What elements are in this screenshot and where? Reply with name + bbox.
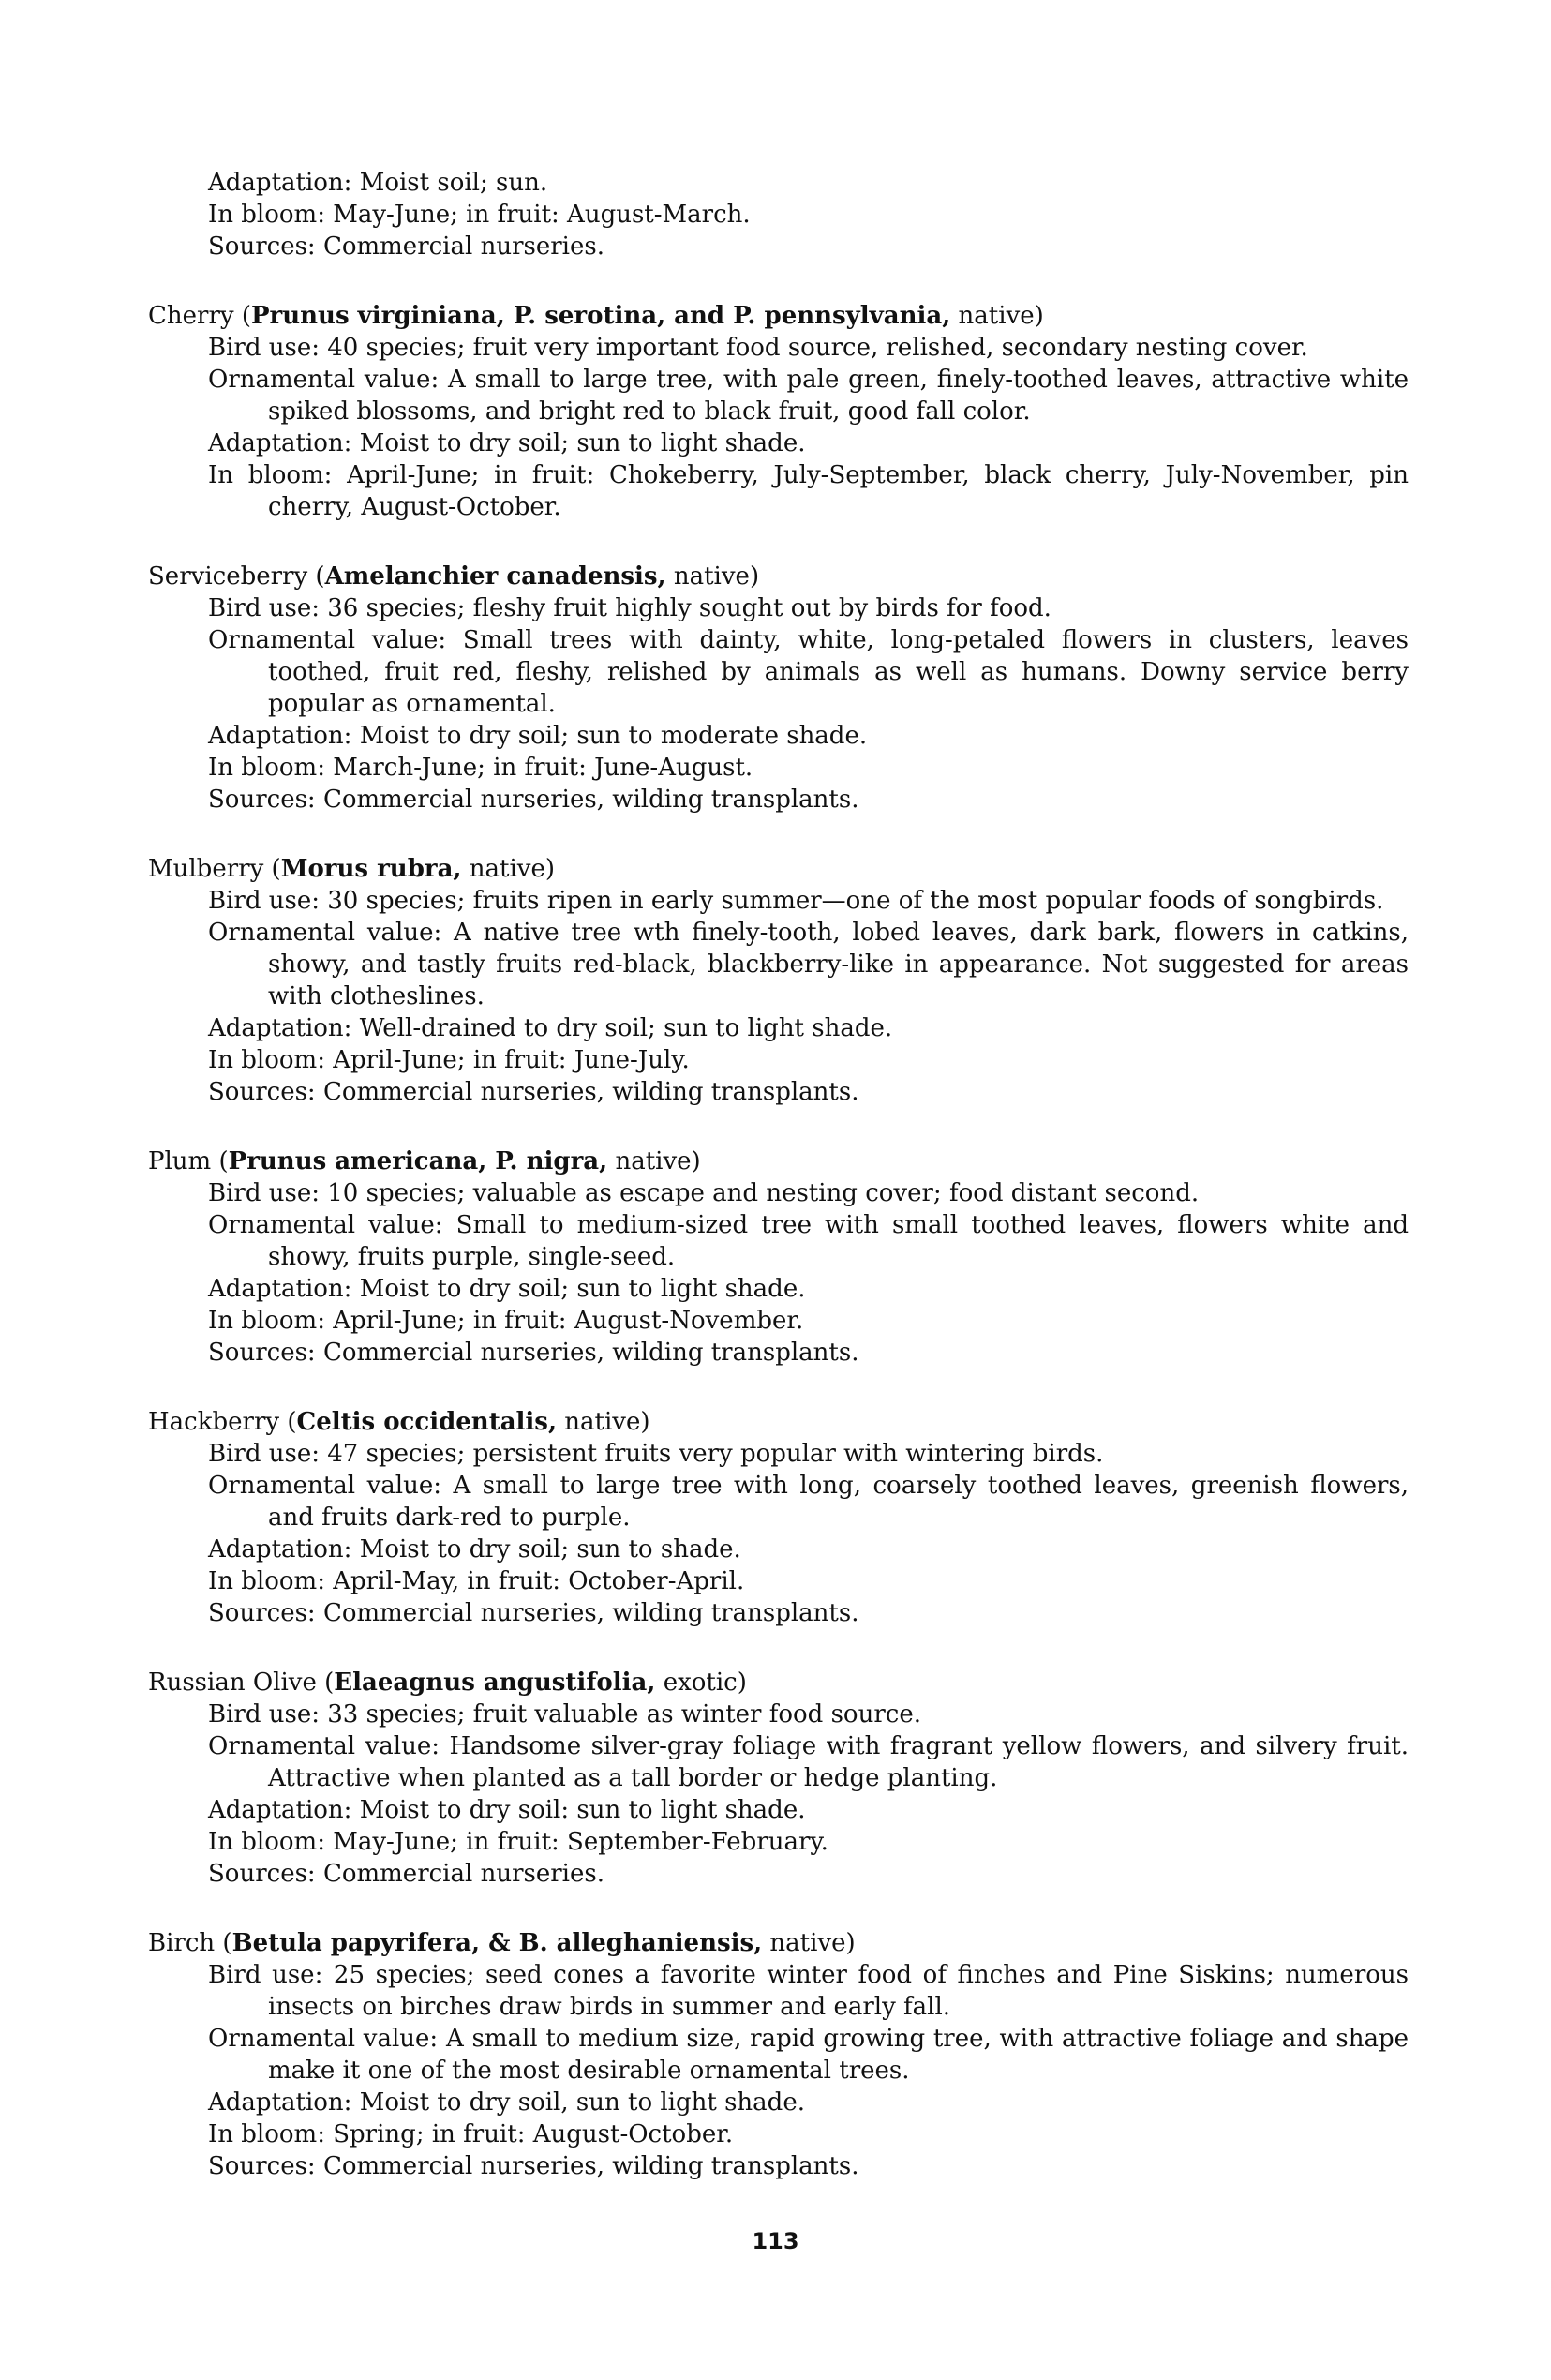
adaptation: Adaptation: Moist to dry soil, sun to light shade. [208,2088,805,2117]
bloom: In bloom: April-May, in fruit: October-April. [208,1567,745,1595]
sources: Sources: Commercial nurseries, wilding transplants. [208,1078,859,1106]
ornamental-value: Ornamental value: Small trees with dainty, white, long-petaled flowers in clusters, leaves toothed, fruit red, fleshy, relished by animals as well as humans. Downy service berry popular as ornamental. [208,626,1409,718]
intro-sources: Sources: Commercial nurseries. [208,232,604,261]
origin: native) [950,302,1044,330]
common-name: Mulberry [148,855,264,883]
bird-use: Bird use: 40 species; fruit very important food source, relished, secondary nesting cover. [208,334,1308,362]
intro-adaptation: Adaptation: Moist soil; sun. [208,169,548,197]
scientific-name: Morus rubra, [280,855,462,883]
scientific-name: Amelanchier canadensis, [324,562,666,591]
intro-bloom: In bloom: May-June; in fruit: August-March. [208,201,751,229]
sources: Sources: Commercial nurseries, wilding transplants. [208,2152,859,2180]
scientific-name: Elaeagnus angustifolia, [334,1669,656,1697]
page-number: 113 [752,2228,799,2254]
ornamental-value: Ornamental value: A native tree wth finely-tooth, lobed leaves, dark bark, flowers in catkins, showy, and tastly fruits red-black, blackberry-like in appearance. Not suggested for areas with clotheslines. [208,919,1409,1010]
adaptation: Adaptation: Well-drained to dry soil; sun to light shade. [208,1014,893,1042]
origin: native) [762,1929,856,1957]
adaptation: Adaptation: Moist to dry soil: sun to light shade. [208,1796,806,1824]
bird-use: Bird use: 36 species; fleshy fruit highly sought out by birds for food. [208,594,1051,622]
scientific-name: Prunus americana, P. nigra, [228,1147,608,1175]
adaptation: Adaptation: Moist to dry soil; sun to moderate shade. [208,722,868,750]
intro-block [148,167,1409,262]
ornamental-value: Ornamental value: Handsome silver-gray foliage with fragrant yellow flowers, and silvery fruit. Attractive when planted as a tall border or hedge planting. [208,1732,1409,1792]
entry-title: Serviceberry (Amelanchier canadensis, native) [148,562,760,591]
sources: Sources: Commercial nurseries, wilding transplants. [208,786,859,814]
entry-title: Mulberry (Morus rubra, native) [148,855,555,883]
bloom: In bloom: March-June; in fruit: June-August. [208,754,753,782]
adaptation: Adaptation: Moist to dry soil; sun to light shade. [208,1275,806,1303]
ornamental-value: Ornamental value: A small to medium size, rapid growing tree, with attractive foliage and shape make it one of the most desirable ornamental trees. [208,2025,1409,2085]
entry-russian-olive [148,1667,1409,1890]
scientific-name: Celtis occidentalis, [296,1408,557,1436]
plant-entries [148,300,1409,2182]
adaptation: Adaptation: Moist to dry soil; sun to light shade. [208,429,806,457]
common-name: Hackberry [148,1408,280,1436]
ornamental-value: Ornamental value: A small to large tree with long, coarsely toothed leaves, greenish flowers, and fruits dark-red to purple. [208,1472,1409,1532]
scientific-name: Prunus virginiana, P. serotina, and P. pennsylvania, [251,302,951,330]
common-name: Plum [148,1147,212,1175]
bird-use: Bird use: 47 species; persistent fruits very popular with wintering birds. [208,1440,1104,1468]
bloom: In bloom: Spring; in fruit: August-October. [208,2120,734,2148]
adaptation: Adaptation: Moist to dry soil; sun to shade. [208,1535,741,1564]
entry-title: Cherry (Prunus virginiana, P. serotina, and P. pennsylvania, native) [148,302,1044,330]
bird-use: Bird use: 25 species; seed cones a favorite winter food of finches and Pine Siskins; numerous insects on birches draw birds in summer and early fall. [208,1961,1409,2021]
common-name: Russian Olive [148,1669,317,1697]
bird-use: Bird use: 30 species; fruits ripen in early summer—one of the most popular foods of songbirds. [208,887,1384,915]
origin: native) [607,1147,701,1175]
entry-serviceberry [148,561,1409,816]
entry-cherry [148,300,1409,523]
entry-plum [148,1145,1409,1369]
bloom: In bloom: May-June; in fruit: September-February. [208,1828,828,1856]
ornamental-value: Ornamental value: Small to medium-sized tree with small toothed leaves, flowers white and showy, fruits purple, single-seed. [208,1211,1409,1271]
origin: native) [557,1408,650,1436]
bloom: In bloom: April-June; in fruit: June-July. [208,1046,690,1074]
origin: native) [461,855,555,883]
origin: exotic) [655,1669,747,1697]
entry-mulberry [148,853,1409,1108]
bird-use: Bird use: 33 species; fruit valuable as winter food source. [208,1700,921,1729]
common-name: Cherry [148,302,234,330]
entry-title: Russian Olive (Elaeagnus angustifolia, exotic) [148,1669,747,1697]
sources: Sources: Commercial nurseries. [208,1860,604,1888]
entry-title: Birch (Betula papyrifera, & B. alleghaniensis, native) [148,1929,856,1957]
entry-hackberry [148,1406,1409,1629]
origin: native) [665,562,760,591]
entry-title: Plum (Prunus americana, P. nigra, native) [148,1147,701,1175]
bloom: In bloom: April-June; in fruit: Chokeberry, July-September, black cherry, July-November, pin cherry, August-October. [208,461,1409,521]
sources: Sources: Commercial nurseries, wilding transplants. [208,1599,859,1627]
common-name: Serviceberry [148,562,308,591]
bloom: In bloom: April-June; in fruit: August-November. [208,1307,804,1335]
entry-birch [148,1927,1409,2182]
document-page [148,167,1409,2182]
entry-title: Hackberry (Celtis occidentalis, native) [148,1408,650,1436]
ornamental-value: Ornamental value: A small to large tree, with pale green, finely-toothed leaves, attractive white spiked blossoms, and bright red to black fruit, good fall color. [208,366,1409,426]
sources: Sources: Commercial nurseries, wilding transplants. [208,1339,859,1367]
common-name: Birch [148,1929,216,1957]
bird-use: Bird use: 10 species; valuable as escape and nesting cover; food distant second. [208,1179,1200,1207]
scientific-name: Betula papyrifera, & B. alleghaniensis, [231,1929,763,1957]
